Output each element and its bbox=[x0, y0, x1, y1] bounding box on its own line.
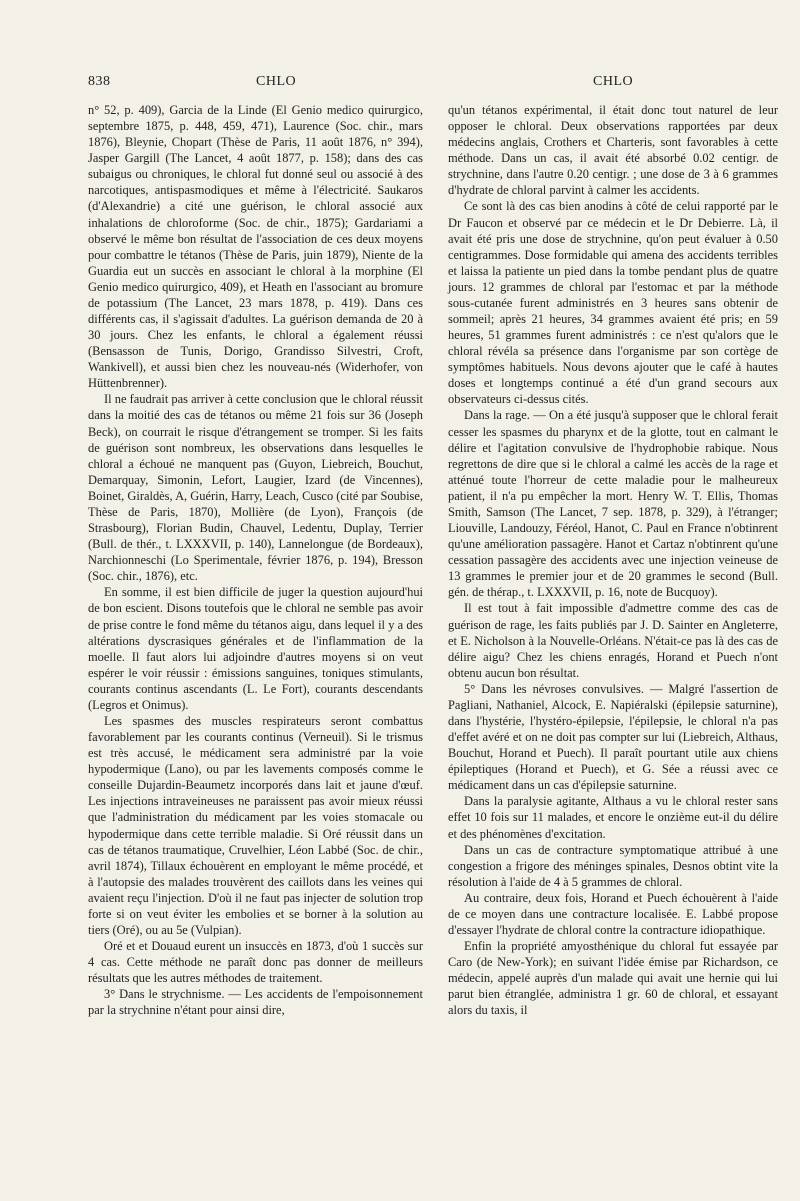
running-title-left: CHLO bbox=[256, 74, 297, 89]
paragraph: Enfin la propriété amyosthénique du chloral fut essayée par Caro (de New-York); en suivant l'idée émise par Richardson, ce médecin, appelé auprès d'un malade qui avait une hernie qui lui parut bien étranglée, administra 1 gr. 60 de chloral, et essayant alors du taxis, il bbox=[448, 939, 778, 1018]
paragraph: Au contraire, deux fois, Horand et Puech échouèrent à l'aide de ce moyen dans une contracture localisée. E. Labbé propose d'essayer l'hydrate de chloral contre la contracture idiopathique. bbox=[448, 890, 778, 937]
running-head bbox=[88, 74, 762, 92]
paragraph: 5° Dans les névroses convulsives. — Malgré l'assertion de Pagliani, Nathaniel, Alcock, E. Napiéralski (épilepsie saturnine), dans l'hystérie, l'hystéro-épilepsie, l'épilepsie, le chloral n'a pas d'effet avéré et on ne doit pas compter sur lui (Liebreich, Althaus, Bouchut, Horand et Puech). Il paraît pourtant utile aux chiens épileptiques (Horand et Puech), et G. Sée a réussi avec ce médicament dans un cas d'épilepsie saturnine. bbox=[448, 681, 778, 793]
paragraph: En somme, il est bien difficile de juger la question aujourd'hui de bon escient. Disons toutefois que le chloral ne semble pas avoir de prise contre le fond même du tétanos aigu, dans lequel il y a des altérations dyscrasiques générales et de l'inflammation de la moelle. Il faut alors lui adjoindre d'autres moyens si on veut espérer le voir réussir : émissions sanguines, toniques stimulants, courants continus ascendants (L. Le Fort), courants descendants (Legros et Onimus). bbox=[88, 585, 423, 712]
left-column bbox=[88, 102, 423, 1018]
paragraph: Dans un cas de contracture symptomatique attribué à une congestion a frigore des méninges spinales, Desnos obtint vite la résolution à l'aide de 4 à 5 grammes de chloral. bbox=[448, 842, 778, 889]
running-title-right: CHLO bbox=[593, 74, 634, 89]
paragraph: n° 52, p. 409), Garcia de la Linde (El Genio medico quirurgico, septembre 1875, p. 448, 459, 471), Laurence (Soc. chir., mars 1876), Bleynie, Chopart (Thèse de Paris, 11 août 1876, n° 394), Jasper Gargill (The Lancet, 4 août 1877, p. 158); dans des cas subaigus ou chroniques, le chloral fut donné seul ou associé à des narcotiques, antispasmodiques et même à l'électricité. Saukaros (d'Alexandrie) a cité une guérison, le chloral associé aux inhalations de chloroforme (Soc. de chir., 1875); Gardariami a observé le même bon résultat de l'association de ces deux moyens pour combattre le tétanos (Thèse de Paris, juin 1879), Niente de la Guardia eut un succès en associant le chloral à la morphine (El Genio medico quirurgico, 409), et Heath en l'associant au bromure de potassium (The Lancet, 23 mars 1878, p. 419). Dans ces différents cas, il s'agissait d'adultes. La guérison demanda de 20 à 30 jours. Chez les enfants, le chloral a également réussi (Bensasson de Tunis, Dorigo, Grandisso Silvestri, Croft, Wankivell), et aussi bien chez les nouveau-nés (Widerhofer, von Hüttenbrenner). bbox=[88, 103, 423, 391]
paragraph: qu'un tétanos expérimental, il était donc tout naturel de leur opposer le chloral. Deux observations rapportées par deux médecins anglais, Crothers et Charteris, sont favorables à cette méthode. Dans un cas, il avait été absorbé 0.02 centigr. de strychnine, dans l'autre 0.20 centigr. ; une dose de 3 à 6 grammes d'hydrate de chloral parvint à calmer les accidents. bbox=[448, 103, 778, 198]
paragraph: Oré et et Douaud eurent un insuccès en 1873, d'où 1 succès sur 4 cas. Cette méthode ne paraît donc pas donner de meilleurs résultats que les autres méthodes de traitement. bbox=[88, 939, 423, 986]
page-number: 838 bbox=[88, 74, 111, 89]
paragraph: Les spasmes des muscles respirateurs seront combattus favorablement par les courants continus (Verneuil). Si le trismus est très accusé, le médicament sera administré par la voie hypodermique (Lano), ou par les lavements composés comme le conseille Dujardin-Beaumetz incorporés dans lait et jaune d'œuf. Les injections intraveineuses ne paraissent pas avoir mieux réussi que l'administration du médicament par les voies stomacale ou hypodermique dans cette terrible maladie. Si Oré réussit dans un cas de tétanos traumatique, Cruvelhier, Léon Labbé (Soc. de chir., avril 1874), Tillaux échouèrent en employant le même procédé, et à l'autopsie des malades trouvèrent des caillots dans les veines qui avaient reçu l'injection. D'où il ne faut pas injecter de solution trop forte si on veut éviter les embolies et se borner à la solution au tiers (Oré), ou au 5e (Vulpian). bbox=[88, 713, 423, 937]
paragraph: Dans la rage. — On a été jusqu'à supposer que le chloral ferait cesser les spasmes du pharynx et de la glotte, tout en calmant le délire et l'agitation convulsive de l'hydrophobie rabique. Nous regrettons de dire que si le chloral a calmé les accès de la rage et atténué toute l'horreur de cette maladie pour le malheureux patient, il n'a pu empêcher la mort. Henry W. T. Ellis, Thomas Smith, Samson (The Lancet, 7 sep. 1878, p. 329), à l'étranger; Liouville, Landouzy, Féréol, Hanot, C. Paul en France n'obtinrent qu'une amélioration passagère. Hanot et Cartaz n'obtinrent qu'une cessation passagère des accidents avec une injection veineuse de 13 grammes le premier jour et de 20 grammes le second (Bull. gén. de thérap., t. LXXXVII, p. 16, note de Bucquoy). bbox=[448, 408, 778, 600]
paragraph: Il ne faudrait pas arriver à cette conclusion que le chloral réussit dans la moitié des cas de tétanos ou même 21 fois sur 36 (Joseph Beck), on courrait le risque d'étrangement se tromper. Si les faits de guérison sont nombreux, les observations dans lesquelles le chloral a échoué ne manquent pas (Guyon, Liebreich, Bouchut, Demarquay, Simonin, Lefort, Laugier, Izard (de Vincennes), Boinet, Giraldès, A, Guérin, Harry, Leach, Cusco (cité par Soubise, Thèse de Paris, 1870), Mollière (de Lyon), François (de Strasbourg), Florian Budin, Chauvel, Ledentu, Duplay, Terrier (Bull. de thér., t. LXXXVII, p. 140), Lannelongue (de Bordeaux), Narchionneschi (Lo Sperimentale, février 1876, p. 194), Bresson (Soc. chir., 1876), etc. bbox=[88, 392, 423, 584]
paragraph: Ce sont là des cas bien anodins à côté de celui rapporté par le Dr Faucon et observé par ce médecin et le Dr Debierre. Là, il avait été pris une dose de strychnine, qu'on peut évaluer à 0.50 centigrammes. Dose formidable qui amena des accidents terribles et laissa la patiente un pied dans la tombe pendant plus de quatre jours. 12 grammes de chloral par l'estomac et par la méthode sous-cutanée furent administrés en 3 heures sans obtenir de sommeil; après 21 heures, 34 grammes avaient été pris; en 59 heures, 51 grammes furent administrés : ce n'est qu'alors que le chloral révéla sa présence dans l'organisme par son cortège de symptômes habituels. Nous devons ajouter que le café à hautes doses et longtemps continué a été d'un grand secours aux observateurs ci-dessus cités. bbox=[448, 199, 778, 407]
right-column bbox=[448, 102, 778, 1018]
paragraph: Il est tout à fait impossible d'admettre comme des cas de guérison de rage, les faits publiés par J. D. Sainter en Angleterre, et E. Nicholson à la Nouvelle-Orléans. N'était-ce pas là des cas de délire aigu? Chez les chiens enragés, Horand et Puech n'ont obtenu aucun bon résultat. bbox=[448, 601, 778, 680]
paragraph: Dans la paralysie agitante, Althaus a vu le chloral rester sans effet 10 fois sur 11 malades, et encore le onzième eut-il du délire et des phénomènes d'excitation. bbox=[448, 794, 778, 841]
paragraph: 3° Dans le strychnisme. — Les accidents de l'empoisonnement par la strychnine n'étant pour ainsi dire, bbox=[88, 987, 423, 1018]
